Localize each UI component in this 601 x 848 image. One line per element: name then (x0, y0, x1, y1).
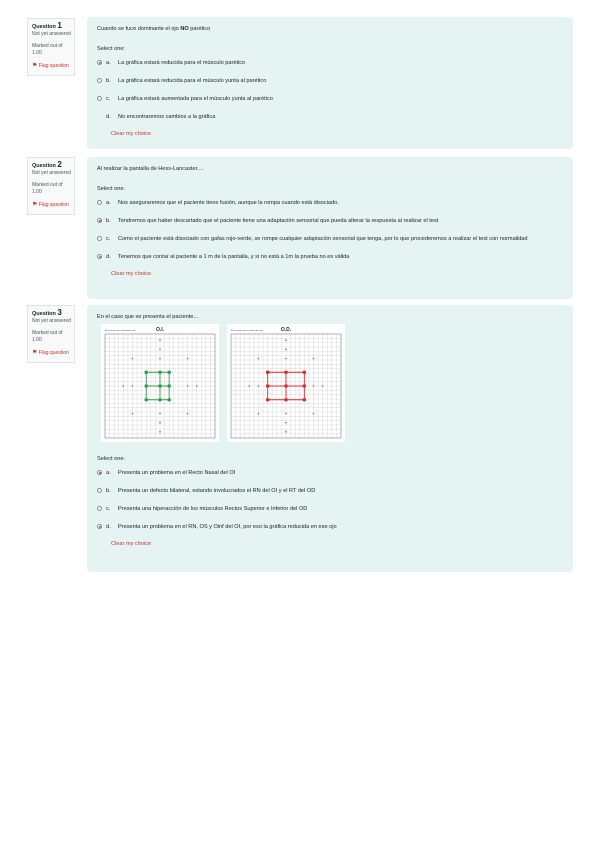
reference-point (187, 358, 189, 360)
question-text: Cuando se fuce dominante el ojo NO parético (97, 26, 211, 32)
answer-option[interactable]: d. Tenemos que contar al paciente a 1 m de la pantalla, y si no está a 1m la prueba no es válida (97, 253, 563, 262)
grid-caption: El paciente mira utilizando este (105, 330, 136, 332)
response-point (144, 384, 148, 388)
reference-point (159, 422, 161, 424)
question-info (27, 18, 75, 76)
radio-button[interactable] (97, 200, 102, 205)
reference-point (258, 385, 260, 387)
question-number: Question 2 (32, 160, 62, 169)
reference-point (248, 385, 250, 387)
answer-option[interactable]: c. La gráfica estará aumentada para el músculo yunta al parético (97, 95, 563, 104)
radio-button[interactable] (97, 218, 102, 223)
question-status: Not yet answered (32, 31, 71, 37)
grid-left-eye (101, 324, 219, 442)
reference-point (187, 413, 189, 415)
response-point (144, 370, 148, 374)
radio-button[interactable] (97, 506, 102, 511)
response-point (303, 398, 307, 402)
eye-label: O.I. (155, 327, 165, 333)
answer-option[interactable]: c. Presenta una hiperacción de los músculos Rectos Superior e Inferior del OD (97, 505, 563, 514)
question-info (27, 305, 75, 363)
response-point (266, 384, 270, 388)
response-point (158, 398, 162, 402)
clear-choice-link[interactable]: Clear my choice (111, 271, 152, 277)
radio-button[interactable] (97, 236, 102, 241)
reference-point (159, 339, 161, 341)
radio-button[interactable] (97, 488, 102, 493)
answer-option[interactable]: a. La gráfica estará reducida para el músculo parético (97, 59, 563, 68)
answer-option[interactable]: b. Presenta un defecto bilateral, estando involucrados el RN del OI y el RT del OD (97, 487, 563, 496)
radio-button[interactable] (97, 470, 102, 475)
reference-point (132, 358, 134, 360)
reference-point (313, 385, 315, 387)
clear-choice-link[interactable]: Clear my choice (111, 541, 152, 547)
question-text: Al realizar la pantalla de Hess-Lancaster.... (97, 166, 204, 172)
reference-point (196, 385, 198, 387)
answer-option[interactable]: d. No encontraremos cambios a la gráfica (106, 114, 216, 120)
question-mark: Marked out of 1.00 (32, 330, 63, 343)
question-content (87, 17, 573, 149)
question-info (27, 157, 75, 215)
radio-button[interactable] (97, 78, 102, 83)
radio-button[interactable] (97, 96, 102, 101)
reference-point (258, 413, 260, 415)
question-number: Question 3 (32, 308, 62, 317)
response-point (303, 384, 307, 388)
radio-button[interactable] (97, 60, 102, 65)
select-one-label: Select one: (97, 46, 125, 52)
reference-point (285, 431, 287, 433)
reference-point (159, 413, 161, 415)
question-mark: Marked out of 1.00 (32, 182, 63, 195)
response-point (266, 370, 270, 374)
eye-label: O.D. (280, 327, 292, 333)
reference-point (285, 348, 287, 350)
flag-question-link[interactable]: ⚑ Flag question (32, 202, 69, 208)
reference-point (285, 413, 287, 415)
reference-point (159, 358, 161, 360)
select-one-label: Select one: (97, 456, 125, 462)
response-point (284, 384, 288, 388)
grid-right-eye (227, 324, 345, 442)
response-point (167, 384, 171, 388)
flag-question-link[interactable]: ⚑ Flag question (32, 350, 69, 356)
question-number: Question 1 (32, 21, 62, 30)
reference-point (159, 348, 161, 350)
response-point (144, 398, 148, 402)
reference-point (285, 339, 287, 341)
answer-option[interactable]: d. Presenta un problema en el RN, OS y Oinf del OI, por eso la gráfica reducida en ese ojo (97, 523, 563, 532)
response-point (266, 398, 270, 402)
flag-icon: ⚑ (32, 202, 38, 208)
reference-point (187, 385, 189, 387)
reference-point (285, 358, 287, 360)
response-point (158, 370, 162, 374)
answer-option[interactable]: a. Nos aseguraremos que el paciente tiene fusión, aunque la rompa cuando está disociado. (97, 199, 563, 208)
response-point (167, 370, 171, 374)
question-text: En el caso que se presenta el paciente... (97, 314, 199, 320)
radio-button[interactable] (97, 254, 102, 259)
grid-caption: El paciente mira a través de este (231, 330, 263, 332)
answer-option[interactable]: c. Como el paciente está disociado con gafas rojo-verde, se rompe cualquier adaptación sensorial que tenga, por lo que procederemos a realizar el test con normalidad (97, 235, 563, 244)
reference-point (159, 431, 161, 433)
reference-point (322, 385, 324, 387)
answer-option[interactable]: b. La gráfica estará reducida para el músculo yunta al parético (97, 77, 563, 86)
answer-option[interactable]: a. Presenta un problema en el Recto Nasal del OI (97, 469, 563, 478)
flag-icon: ⚑ (32, 63, 38, 69)
question-content (87, 305, 573, 572)
select-one-label: Select one: (97, 186, 125, 192)
flag-question-link[interactable]: ⚑ Flag question (32, 63, 69, 69)
reference-point (313, 413, 315, 415)
response-point (284, 370, 288, 374)
question-status: Not yet answered (32, 318, 71, 324)
reference-point (258, 358, 260, 360)
response-point (158, 384, 162, 388)
question-mark: Marked out of 1.00 (32, 43, 63, 56)
reference-point (132, 385, 134, 387)
reference-point (132, 413, 134, 415)
response-point (167, 398, 171, 402)
answer-option[interactable]: b. Tendremos que haber descartado que el paciente tiene una adaptación sensorial que pueda alterar la respuesta al realizar el test (97, 217, 563, 226)
flag-icon: ⚑ (32, 350, 38, 356)
question-status: Not yet answered (32, 170, 71, 176)
reference-point (313, 358, 315, 360)
reference-point (122, 385, 124, 387)
response-point (303, 370, 307, 374)
clear-choice-link[interactable]: Clear my choice (111, 131, 152, 137)
response-point (284, 398, 288, 402)
question-content (87, 157, 573, 299)
hess-lancaster-chart (101, 324, 563, 442)
reference-point (285, 422, 287, 424)
radio-button[interactable] (97, 524, 102, 529)
